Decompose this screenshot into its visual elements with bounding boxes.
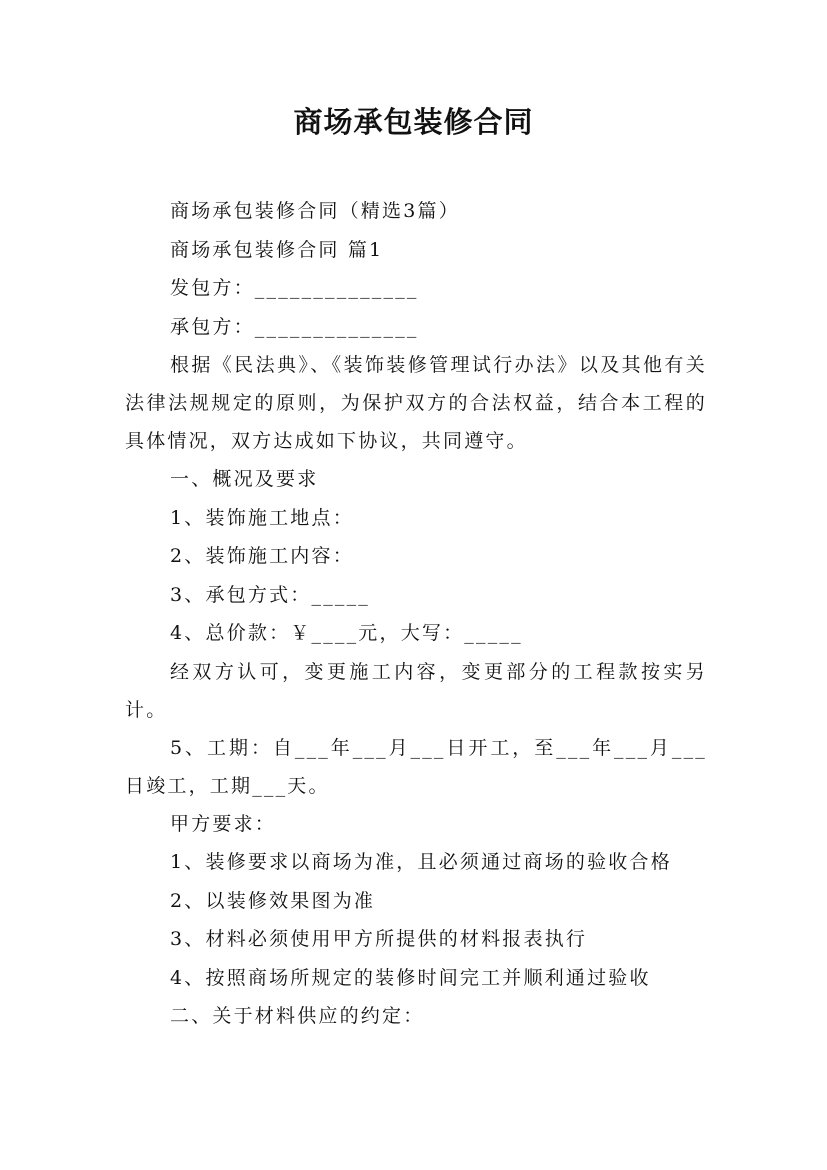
paragraph-requirement-1: 1、装修要求以商场为准，且必须通过商场的验收合格 — [170, 851, 672, 873]
paragraph-requirement-4: 4、按照商场所规定的装修时间完工并顺利通过验收 — [170, 966, 651, 989]
paragraph-heading-requirements: 甲方要求： — [170, 812, 277, 835]
paragraph-section-heading: 商场承包装修合同 篇1 — [170, 238, 384, 261]
paragraph-party-a: 发包方：______________ — [170, 277, 419, 299]
paragraph-party-b: 承包方：______________ — [170, 315, 419, 338]
paragraph-requirement-2: 2、以装修效果图为准 — [170, 889, 376, 912]
paragraph-item-content: 2、装饰施工内容： — [170, 545, 354, 567]
paragraph-subtitle: 商场承包装修合同（精选3篇） — [170, 200, 460, 222]
paragraph-heading-materials: 二、关于材料供应的约定： — [170, 1005, 425, 1027]
paragraph-heading-overview: 一、概况及要求 — [170, 468, 319, 490]
paragraph-change-note: 经双方认可，变更施工内容，变更部分的工程款按实另计。 — [125, 660, 707, 721]
paragraph-item-method: 3、承包方式：_____ — [170, 583, 370, 606]
document-title: 商场承包装修合同 — [293, 105, 534, 139]
paragraph-item-price: 4、总价款：￥____元，大写：_____ — [170, 622, 523, 644]
document-body — [125, 192, 707, 1036]
paragraph-requirement-3: 3、材料必须使用甲方所提供的材料报表执行 — [170, 928, 588, 950]
paragraph-item-location: 1、装饰施工地点： — [170, 506, 354, 529]
paragraph-item-duration: 5、工期：自___年___月___日开工，至___年___月___日竣工，工期___天。 — [125, 736, 707, 797]
paragraph-preamble: 根据《民法典》、《装饰装修管理试行办法》以及其他有关法律法规规定的原则，为保护双方的合法权益，结合本工程的具体情况，双方达成如下协议，共同遵守。 — [125, 354, 707, 452]
